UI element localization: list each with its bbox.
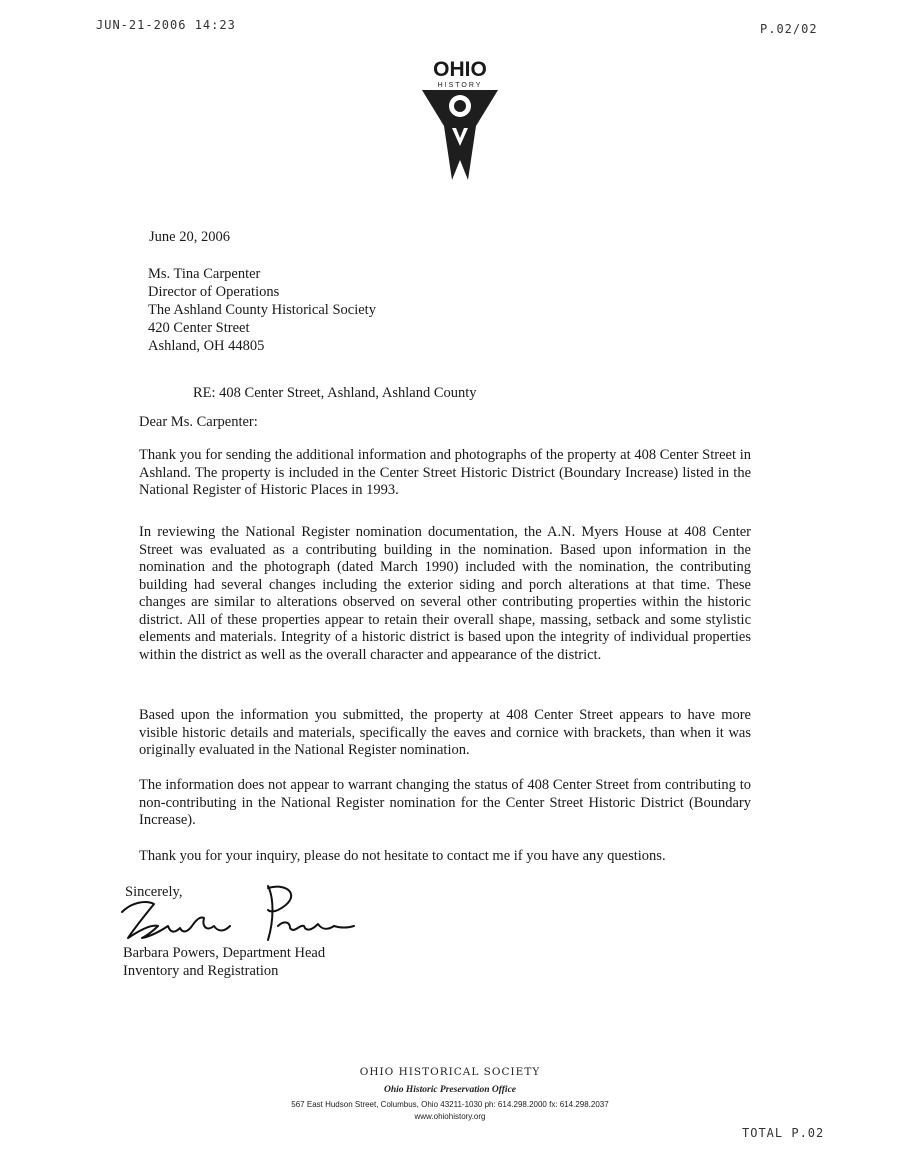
letter-date: June 20, 2006: [149, 229, 230, 245]
recipient-street: 420 Center Street: [148, 320, 250, 336]
signer-department: Inventory and Registration: [123, 963, 279, 979]
recipient-organization: The Ashland County Historical Society: [148, 302, 376, 318]
recipient-address: [148, 266, 376, 356]
salutation: Dear Ms. Carpenter:: [139, 414, 258, 430]
logo-word-history: HISTORY: [437, 82, 483, 89]
recipient-title: Director of Operations: [148, 284, 280, 300]
handwritten-signature: [118, 880, 358, 944]
body-paragraph: Thank you for sending the additional information and photographs of the property at 408 Center Street in Ashland. The property is included in the Center Street Historic District (Boundary Increase) listed in the National Register of Historic Places in 1993.: [139, 447, 751, 498]
fax-timestamp: JUN-21-2006 14:23: [96, 18, 236, 32]
ohio-history-logo: [418, 56, 502, 180]
recipient-city: Ashland, OH 44805: [148, 338, 265, 354]
body-paragraph: Thank you for your inquiry, please do not hesitate to contact me if you have any questions.: [139, 848, 666, 864]
signer-name: Barbara Powers, Department Head: [123, 945, 326, 961]
subject-line: RE: 408 Center Street, Ashland, Ashland County: [193, 385, 477, 401]
footer-address: 567 East Hudson Street, Columbus, Ohio 43211-1030 ph: 614.298.2000 fx: 614.298.2037: [291, 1100, 609, 1109]
footer-organization: OHIO HISTORICAL SOCIETY: [359, 1066, 541, 1078]
body-paragraph: In reviewing the National Register nomination documentation, the A.N. Myers House at 408 Center Street was evaluated as a contributing building in the nomination. Based upon information in the nomination and the photograph (dated March 1990) included with the nomination, the contributing building had several changes including the exterior siding and porch alterations at that time. These changes are similar to alterations observed on several other contributing properties within the historic district. All of these properties appear to retain their overall shape, massing, setback and some stylistic elements and materials. Integrity of a historic district is based upon the integrity of individual properties within the district as well as the overall character and appearance of the district.: [139, 524, 751, 663]
fax-page-number: P.02/02: [760, 22, 818, 36]
footer-website: www.ohiohistory.org: [414, 1112, 486, 1121]
recipient-name: Ms. Tina Carpenter: [148, 266, 261, 282]
footer-office: Ohio Historic Preservation Office: [383, 1085, 517, 1095]
logo-word-ohio: OHIO: [433, 58, 487, 81]
body-paragraph: The information does not appear to warrant changing the status of 408 Center Street from contributing to non-contributing in the National Register nomination for the Center Street Historic District (Boundary Increase).: [139, 777, 751, 828]
body-paragraph: Based upon the information you submitted, the property at 408 Center Street appears to have more visible historic details and materials, specifically the eaves and cornice with brackets, than when it was originally evaluated in the National Register nomination.: [139, 707, 751, 758]
closing: Sincerely,: [125, 884, 183, 900]
fax-total-pages: TOTAL P.02: [742, 1126, 825, 1140]
